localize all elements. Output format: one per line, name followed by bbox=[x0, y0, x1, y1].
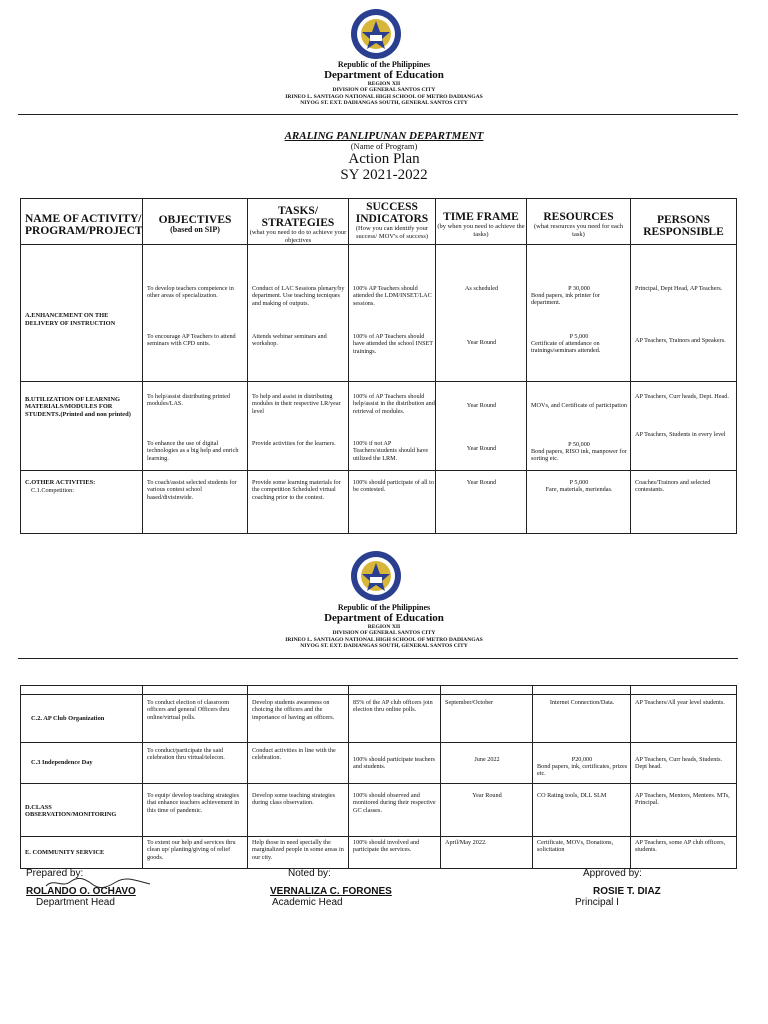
objective-c3: To conduct/participate the said celebration thru virtual/telecon. bbox=[147, 747, 225, 762]
task-d: Develop some teaching strategies during class observation. bbox=[252, 792, 335, 807]
objective-b1: To help/assist distributing printed modules/LAS. bbox=[147, 393, 230, 408]
activity-c-line1: C.OTHER ACTIVITIES: bbox=[25, 479, 96, 486]
success-b1: 100% of AP Teachers should help/assist in the distribution and retrieval of modules. bbox=[353, 393, 435, 415]
resource-a2: Certificate of attendance on trainings/seminars attended. bbox=[531, 340, 601, 355]
resource-c1: Fare, materials, meriendas. bbox=[545, 486, 613, 493]
persons-a1: Principal, Dept Head, AP Teachers. bbox=[635, 285, 723, 292]
department-line: Department of Education bbox=[324, 69, 444, 81]
resource-b2: Bond papers, RISO ink, manpower for sorting etc. bbox=[531, 448, 627, 463]
table-row-a bbox=[21, 245, 737, 382]
action-plan-table-page2 bbox=[20, 685, 737, 869]
table-row-d bbox=[21, 784, 737, 837]
activity-a-line1: A.ENHANCEMENT ON THE bbox=[25, 312, 109, 319]
task-c2: Develop students awareness on choicing the officers and the importance of having an officers. bbox=[252, 699, 335, 721]
school-line: IRINEO L. SANTIAGO NATIONAL HIGH SCHOOL OF METRO DADIANGAS bbox=[285, 93, 483, 100]
resource-c1-amount: P 5,000 bbox=[569, 479, 589, 486]
division-line-p2: DIVISION OF GENERAL SANTOS CITY bbox=[332, 630, 436, 637]
col-objectives-sub: (based on SIP) bbox=[170, 225, 220, 234]
blank-header-row bbox=[21, 686, 737, 695]
noted-by-position: Academic Head bbox=[272, 897, 343, 908]
persons-c2: AP Teachers/All year level students. bbox=[635, 699, 725, 706]
header-divider-p2 bbox=[18, 658, 738, 659]
col-success-sub: (How you can identify your success/ MOV's of success) bbox=[355, 225, 429, 240]
resource-b1: MOVs, and Certificate of participation bbox=[531, 402, 628, 409]
success-a1: 100% AP Teachers should attended the LDM/INSET/LAC sessions. bbox=[353, 285, 432, 307]
persons-a2: AP Teachers, Trainors and Speakers. bbox=[635, 337, 726, 344]
program-department: ARALING PANLIPUNAN DEPARTMENT bbox=[284, 130, 484, 142]
resource-b2-amount: P 50,000 bbox=[568, 441, 590, 448]
persons-d: AP Teachers, Mentors, Mentees. MTs, Principal. bbox=[635, 792, 730, 807]
header-row bbox=[21, 199, 737, 245]
republic-line: Republic of the Philippines bbox=[337, 60, 431, 69]
col-time bbox=[436, 199, 527, 245]
region-line-p2: REGION XII bbox=[367, 624, 401, 630]
page1-header bbox=[0, 60, 768, 106]
prepared-by-name: ROLANDO O. OCHAVO bbox=[26, 886, 136, 897]
persons-b2: AP Teachers, Students in every level bbox=[635, 431, 726, 438]
col-resources bbox=[527, 199, 631, 245]
region-line: REGION XII bbox=[367, 81, 401, 87]
activity-a-line2: DELIVERY OF INSTRUCTION bbox=[25, 320, 116, 327]
objective-c2: To conduct election of classroom officers and general Officers thru online/virtual polls. bbox=[147, 699, 230, 721]
objective-b2: To enhance the use of digital technologies as a big help and enrich learning. bbox=[147, 440, 239, 462]
col-tasks bbox=[248, 199, 349, 245]
timeframe-a2: Year Round bbox=[466, 339, 497, 346]
timeframe-c3: June 2022 bbox=[474, 756, 500, 763]
deped-seal-logo-page2 bbox=[350, 550, 402, 602]
approved-by-block bbox=[573, 868, 743, 908]
division-line: DIVISION OF GENERAL SANTOS CITY bbox=[332, 87, 436, 94]
task-b1: To help and assist in distributing modules in their respective LR/year level bbox=[252, 393, 341, 415]
resource-c3-amount: P20,000 bbox=[571, 756, 593, 763]
republic-line-p2: Republic of the Philippines bbox=[337, 603, 431, 612]
col-time-sub: (by when you need to achieve the tasks) bbox=[437, 223, 525, 238]
resource-a1: Bond papers, ink printer for department. bbox=[531, 292, 600, 307]
col-resources-sub: (what resources you need for each task) bbox=[534, 223, 623, 238]
col-persons-label: PERSONS RESPONSIBLE bbox=[643, 214, 724, 238]
address-line-p2: NIYOG ST. EXT. DADIANGAS SOUTH, GENERAL SANTOS CITY bbox=[300, 642, 468, 649]
table-row-c bbox=[21, 471, 737, 534]
col-activity-label: NAME OF ACTIVITY/ PROGRAM/PROJECT bbox=[25, 213, 143, 237]
task-a1: Conduct of LAC Sessions plenary/by department. Use teaching tecniques and making of outputs. bbox=[252, 285, 345, 307]
success-d: 100% should observed and monitored during their respective GC classes. bbox=[353, 792, 436, 814]
timeframe-d: Year Round bbox=[472, 792, 502, 799]
task-a2: Attends webinar seminars and workshop. bbox=[252, 333, 327, 348]
resource-a1-amount: P 30,000 bbox=[568, 285, 590, 292]
resource-d: CO Rating tools, DLL SLM bbox=[537, 792, 607, 799]
timeframe-e: April/May 2022. bbox=[445, 839, 487, 846]
school-year: SY 2021-2022 bbox=[340, 167, 428, 183]
col-success bbox=[349, 199, 436, 245]
department-line-p2: Department of Education bbox=[324, 612, 444, 624]
timeframe-b1: Year Round bbox=[466, 402, 497, 409]
timeframe-a1: As scheduled bbox=[464, 285, 499, 292]
task-e: Help those in need specially the marginalized people in some areas in our city. bbox=[252, 839, 344, 861]
resource-e: Certificate, MOVs, Donations, solicitation bbox=[537, 839, 614, 854]
activity-d: D.CLASS OBSERVATION/MONITORING bbox=[25, 804, 117, 819]
col-objectives bbox=[143, 199, 248, 245]
objective-e: To extent our help and services thru clean up/ planting/giving of relief goods. bbox=[147, 839, 236, 861]
address-line: NIYOG ST. EXT. DADIANGAS SOUTH, GENERAL SANTOS CITY bbox=[300, 99, 468, 106]
prepared-by-label: Prepared by: bbox=[26, 868, 84, 879]
noted-by-block bbox=[270, 868, 470, 908]
col-objectives-label: OBJECTIVES bbox=[158, 214, 232, 226]
col-resources-label: RESOURCES bbox=[543, 211, 614, 223]
table-row-c3 bbox=[21, 743, 737, 784]
objective-c1: To coach/assist selected students for various contest school based/divisinwide. bbox=[147, 479, 237, 501]
objective-d: To equip/ develop teaching strategies that enhance teachers achievement in this time of pandemic. bbox=[147, 792, 240, 814]
task-c3: Conduct activities in line with the celebration. bbox=[252, 747, 336, 762]
action-plan-table-page1 bbox=[20, 198, 737, 534]
col-activity bbox=[21, 199, 143, 245]
activity-c3: C.3 Independence Day bbox=[31, 759, 93, 766]
timeframe-c1: Year Round bbox=[466, 479, 497, 486]
activity-b: B.UTILIZATION OF LEARNING MATERIALS/MODULES FOR STUDENTS.(Printed and non printed) bbox=[25, 396, 131, 418]
timeframe-c2: September/October bbox=[445, 699, 494, 706]
col-persons bbox=[631, 199, 737, 245]
success-b2: 100% if not AP Teachers/students should have utilized the LRM. bbox=[353, 440, 429, 462]
resource-a2-amount: P 5,000 bbox=[569, 333, 589, 340]
approved-by-label: Approved by: bbox=[583, 868, 642, 879]
table-row-c2 bbox=[21, 695, 737, 743]
activity-e: E. COMMUNITY SERVICE bbox=[25, 849, 105, 856]
col-tasks-label: TASKS/ STRATEGIES bbox=[261, 205, 335, 229]
timeframe-b2: Year Round bbox=[466, 445, 497, 452]
activity-c-line2: C.1.Competition: bbox=[31, 487, 74, 494]
objective-a2: To encourage AP Teachers to attend seminars with CPD units. bbox=[147, 333, 236, 348]
approved-by-name: ROSIE T. DIAZ bbox=[593, 886, 661, 897]
prepared-by-block bbox=[26, 868, 226, 908]
header-divider bbox=[18, 114, 738, 115]
persons-c3: AP Teachers, Curr heads, Students. Dept head. bbox=[635, 756, 723, 771]
resource-c3: Bond papers, ink, certificates, prizes etc. bbox=[537, 763, 628, 778]
table-row-b bbox=[21, 382, 737, 471]
persons-e: AP Teachers, some AP club officers, students. bbox=[635, 839, 726, 854]
program-title-block bbox=[0, 130, 768, 183]
task-c1: Provide some learning materials for the competition Scheduled virtual coaching prior to the contest. bbox=[252, 479, 341, 501]
signature-scribble-icon bbox=[44, 876, 154, 890]
activity-c2: C.2. AP Club Organization bbox=[31, 715, 105, 722]
resource-c2: Internet Connection/Data. bbox=[549, 699, 615, 706]
success-c2: 85% of the AP club officers join election thru online polls. bbox=[353, 699, 433, 714]
success-c1: 100% should participate of all to be contested. bbox=[353, 479, 434, 494]
school-line-p2: IRINEO L. SANTIAGO NATIONAL HIGH SCHOOL OF METRO DADIANGAS bbox=[285, 636, 483, 643]
program-name-hint: (Name of Program) bbox=[350, 141, 418, 151]
approved-by-position: Principal I bbox=[575, 897, 619, 908]
success-a2: 100% of AP Teachers should have attended the school INSET trainings. bbox=[353, 333, 433, 355]
page2-header bbox=[0, 603, 768, 649]
deped-seal-logo bbox=[350, 8, 402, 60]
noted-by-label: Noted by: bbox=[288, 868, 331, 879]
col-time-label: TIME FRAME bbox=[443, 211, 519, 223]
action-plan-title: Action Plan bbox=[348, 151, 420, 167]
persons-c1: Coaches/Trainors and selected contestants. bbox=[635, 479, 711, 494]
objective-a1: To develop teachers competence in other areas of specialization. bbox=[147, 285, 234, 300]
persons-b1: AP Teachers, Curr heads, Dept. Head. bbox=[635, 393, 729, 400]
success-c3: 100% should participate teachers and students. bbox=[353, 756, 435, 771]
prepared-by-position: Department Head bbox=[36, 897, 115, 908]
noted-by-name: VERNALIZA C. FORONES bbox=[270, 886, 392, 897]
table-row-e bbox=[21, 837, 737, 869]
col-success-label: SUCCESS INDICATORS bbox=[355, 201, 429, 225]
success-e: 100% should involved and participate the services. bbox=[353, 839, 420, 854]
task-b2: Provide activities for the learners. bbox=[252, 440, 336, 447]
col-tasks-sub: (what you need to do to achieve your objectives bbox=[249, 229, 347, 244]
